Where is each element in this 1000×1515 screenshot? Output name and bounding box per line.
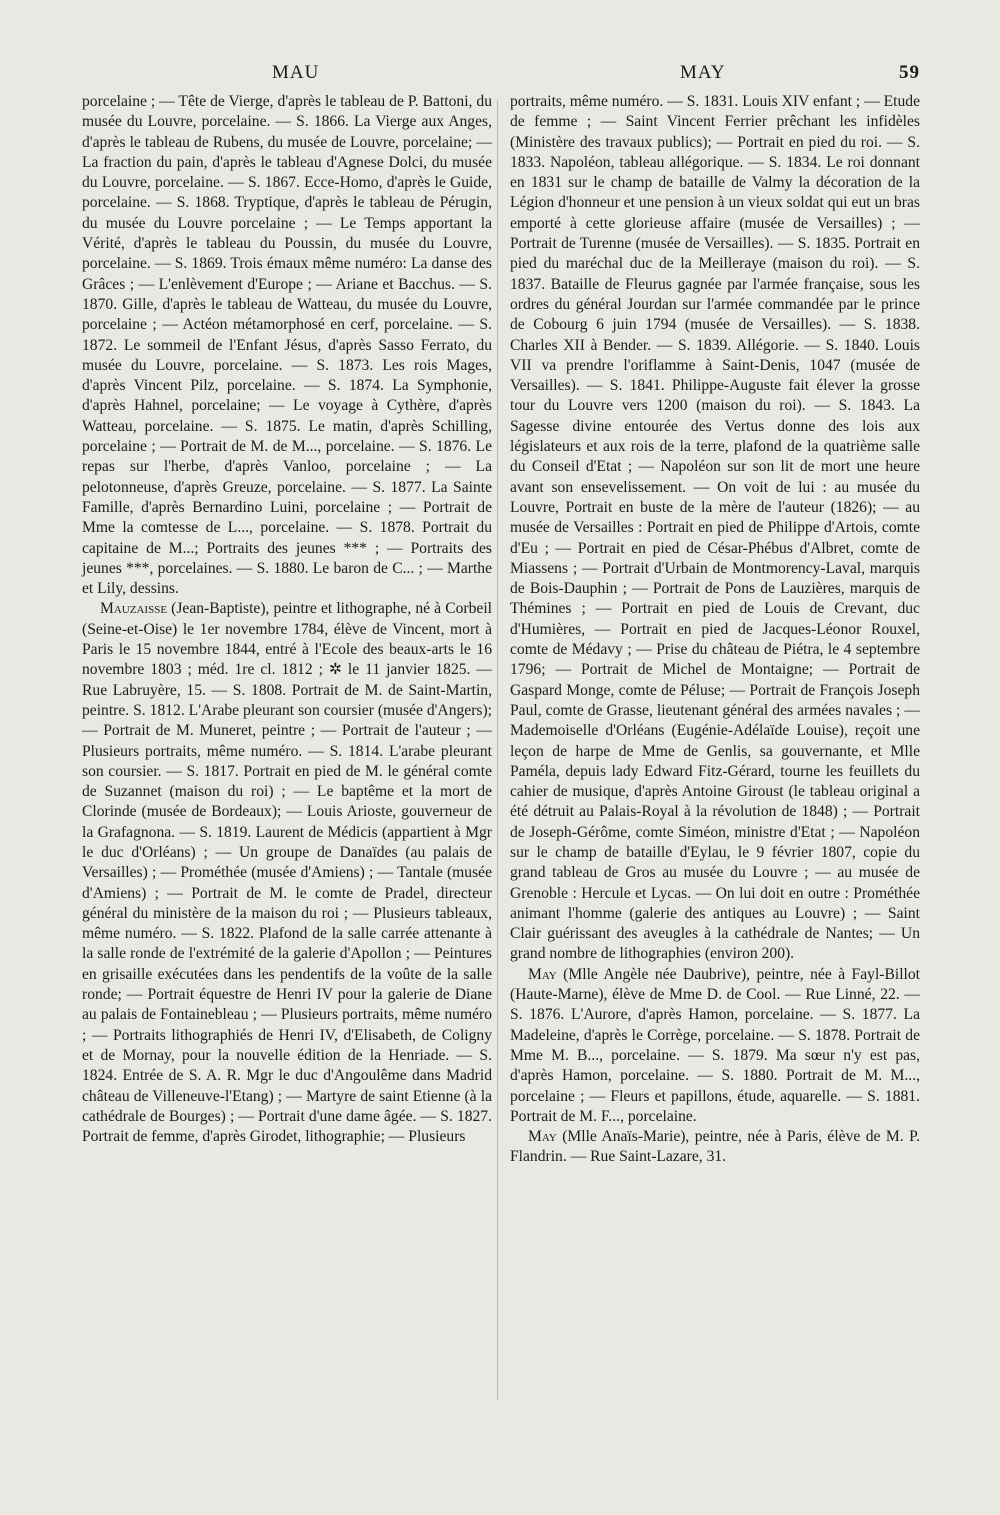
- entry-continuation: portraits, même numéro. — S. 1831. Louis XIV enfant ; — Etude de femme ; — Saint Vincent Ferrier prêchant les infidèles (Ministère des travaux publics); — Portrait en pied du roi. — S. 1833. Napoléon, tableau allégorique. — S. 1834. Le roi donnant en 1831 sur le champ de bataille de Valmy la décoration de la Légion d'honneur et une pension à un vieux soldat qui eut un bras emporté à cette glorieuse affaire (musée de Versailles) ; — Portrait de Turenne (musée de Versailles). — S. 1835. Portrait en pied du maréchal duc de la Meilleraye (maison du roi). — S. 1837. Bataille de Fleurus gagnée par l'armée française, sous les ordres du général Jourdan sur l'armée commandée par le prince de Cobourg 6 juin 1794 (musée de Versailles). — S. 1838. Charles XII à Bender. — S. 1839. Allégorie. — S. 1840. Louis VII va prendre l'oriflamme à Saint-Denis, 1047 (musée de Versailles). — S. 1841. Philippe-Auguste fait élever la grosse tour du Louvre vers 1200 (maison du roi). — S. 1843. La Sagesse divine entourée des Vertus donne des lois aux législateurs et aux rois de la terre, plafond de la quatrième salle du Conseil d'Etat ; — Napoléon sur son lit de mort une heure avant son ensevelissement. — On voit de lui : au musée du Louvre, Portrait en buste de la mère de l'auteur (1826); — au musée de Versailles : Portrait en pied de Philippe d'Artois, comte d'Eu ; — Portrait en pied de César-Phébus d'Albret, comte de Miassens ; — Portrait d'Urbain de Montmorency-Laval, marquis de Bois-Dauphin ; — Portrait de Pons de Lauzières, marquis de Thémines ; — Portrait en pied de Louis de Crevant, duc d'Humières, — Portrait en pied de Jacques-Léonor Rouxel, comte de Médavy ; — Prise du château de Piétra, le 4 septembre 1796; — Portrait de Michel de Montaigne; — Portrait de Gaspard Monge, comte de Péluse; — Portrait de François Joseph Paul, comte de Grasse, lieutenant général des armées navales ; — Mademoiselle d'Orléans (Eugénie-Adélaïde Louise), reçoit une leçon de harpe de Mme de Genlis, sa gouvernante, et Mlle Paméla, depuis lady Edward Fitz-Gérard, tourne les feuillets du cahier de musique, d'après Antoine Giroust (le tableau original a été détruit au Palais-Royal à la révolution de 1848) ; — Portrait de Joseph-Gérôme, comte Siméon, ministre d'Etat ; — Napoléon sur le champ de bataille d'Eylau, le 9 février 1807, copie du grand tableau de Gros au musée du Louvre ; — au musée de Grenoble : Hercule et Lycas. — On lui doit en outre : Prométhée animant l'homme (galerie des antiques au Louvre) ; — Saint Clair guérissant des aveugles à la cathédrale de Nantes; — Un grand nombre de lithographies (environ 200).: [510, 93, 920, 963]
- right-column: [510, 92, 920, 1168]
- page-number: 59: [899, 62, 920, 83]
- entry-text: (Mlle Angèle née Daubrive), peintre, née à Fayl-Billot (Haute-Marne), élève de Mme D. de Cool. — Rue Linné, 22. — S. 1876. L'Aurore, d'après Hamon, porcelaine. — S. 1877. La Madeleine, d'après le Corrège, porcelaine. — S. 1878. Portrait de Mme M. B..., porcelaine. — S. 1879. Ma sœur n'y est pas, d'après Hamon, porcelaine. — S. 1880. Portrait de M. M..., porcelaine ; — Fleurs et papillons, étude, aquarelle. — S. 1881. Portrait de M. F..., porcelaine.: [510, 965, 920, 1125]
- entry-text: (Jean-Baptiste), peintre et lithographe, né à Corbeil (Seine-et-Oise) le 1er novembre 1784, élève de Vincent, mort à Paris le 15 novembre 1844, entré à l'Ecole des beaux-arts le 16 novembre 1803 ; méd. 1re cl. 1812 ; ✲ le 11 janvier 1825. — Rue Labruyère, 15. — S. 1808. Portrait de M. de Saint-Martin, peintre. S. 1812. L'Arabe pleurant son coursier (musée d'Angers); — Portrait de M. Muneret, peintre ; — Portrait de l'auteur ; — Plusieurs portraits, même numéro. — S. 1814. L'arabe pleurant son coursier. — S. 1817. Portrait en pied de M. le général comte de Suzannet (maison du roi) ; — Le baptême et la mort de Clorinde (musée de Bordeaux); — Louis Arioste, gouverneur de la Grafagnona. — S. 1819. Laurent de Médicis (appartient à Mgr le duc d'Orléans) ; — Un groupe de Danaïdes (au palais de Versailles) ; — Prométhée (musée d'Amiens) ; — Tantale (musée d'Amiens) ; — Portrait de M. le comte de Pradel, directeur général du ministère de la maison du roi ; — Plusieurs tableaux, même numéro. — S. 1822. Plafond de la salle carrée attenante à la salle ronde de l'extrémité de la galerie d'Apollon ; — Peintures en grisaille exécutées dans les pendentifs de la voûte de la salle ronde; — Portrait équestre de Henri IV pour la galerie de Diane au palais de Fontainebleau ; — Plusieurs portraits, même numéro ; — Portraits lithographiés de Henri IV, d'Elisabeth, de Coligny et de Mornay, pour la nouvelle édition de la Henriade. — S. 1824. Entrée de S. A. R. Mgr le duc d'Angoulême dans Madrid château de Villeneuve-l'Etang) ; — Martyre de saint Etienne (à la cathédrale de Bourges) ; — Portrait d'une dame âgée. — S. 1827. Portrait de femme, d'après Girodet, lithographie; — Plusieurs: [82, 600, 492, 1146]
- column-divider: [497, 100, 498, 1400]
- running-header: [80, 62, 920, 86]
- header-left-word: MAU: [272, 62, 320, 83]
- entry-may-angele: [510, 965, 920, 1127]
- entry-name: May: [528, 1128, 557, 1146]
- left-column: [82, 92, 492, 1147]
- header-right-word: MAY: [680, 62, 726, 83]
- entry-name: Mauzaisse: [100, 600, 168, 618]
- entry-text: (Mlle Anaïs-Marie), peintre, née à Paris, élève de M. P. Flandrin. — Rue Saint-Lazare, 31.: [510, 1128, 920, 1166]
- entry-may-anais: [510, 1127, 920, 1168]
- entry-continuation: porcelaine ; — Tête de Vierge, d'après le tableau de P. Battoni, du musée du Louvre, porcelaine. — S. 1866. La Vierge aux Anges, d'après le tableau de Rubens, du musée de Louvre, porcelaine; — La fraction du pain, d'après le tableau d'Agnese Dolci, du musée du Louvre, porcelaine. — S. 1867. Ecce-Homo, d'après le Guide, porcelaine. — S. 1868. Tryptique, d'après le tableau de Pérugin, du musée du Louvre porcelaine ; — Le Temps apportant la Vérité, d'après le tableau du Poussin, du musée du Louvre, porcelaine. — S. 1869. Trois émaux même numéro: La danse des Grâces ; — L'enlèvement d'Europe ; — Ariane et Bacchus. — S. 1870. Gille, d'après le tableau de Watteau, du musée du Louvre, porcelaine ; — Actéon métamorphosé en cerf, porcelaine. — S. 1872. Le sommeil de l'Enfant Jésus, d'après Sasso Ferrato, du musée du Louvre, porcelaine. — S. 1873. Les rois Mages, d'après Vincent Pilz, porcelaine. — S. 1874. La Symphonie, d'après Hahnel, porcelaine; — Le voyage à Cythère, d'après Watteau, porcelaine. — S. 1875. Le matin, d'après Schilling, porcelaine ; — Portrait de M. de M..., porcelaine. — S. 1876. Le repas sur l'herbe, d'après Vanloo, porcelaine ; — La pelotonneuse, d'après Greuze, porcelaine. — S. 1877. La Sainte Famille, d'après Bernardino Luini, porcelaine ; — Portrait de Mme la comtesse de L..., porcelaine. — S. 1878. Portrait du capitaine de M...; Portraits des jeunes *** ; — Portraits des jeunes ***, porcelaines. — S. 1880. Le baron de C... ; — Marthe et Lily, dessins.: [82, 93, 492, 598]
- entry-name: May: [528, 965, 557, 983]
- entry-mauzaisse: [82, 599, 492, 1147]
